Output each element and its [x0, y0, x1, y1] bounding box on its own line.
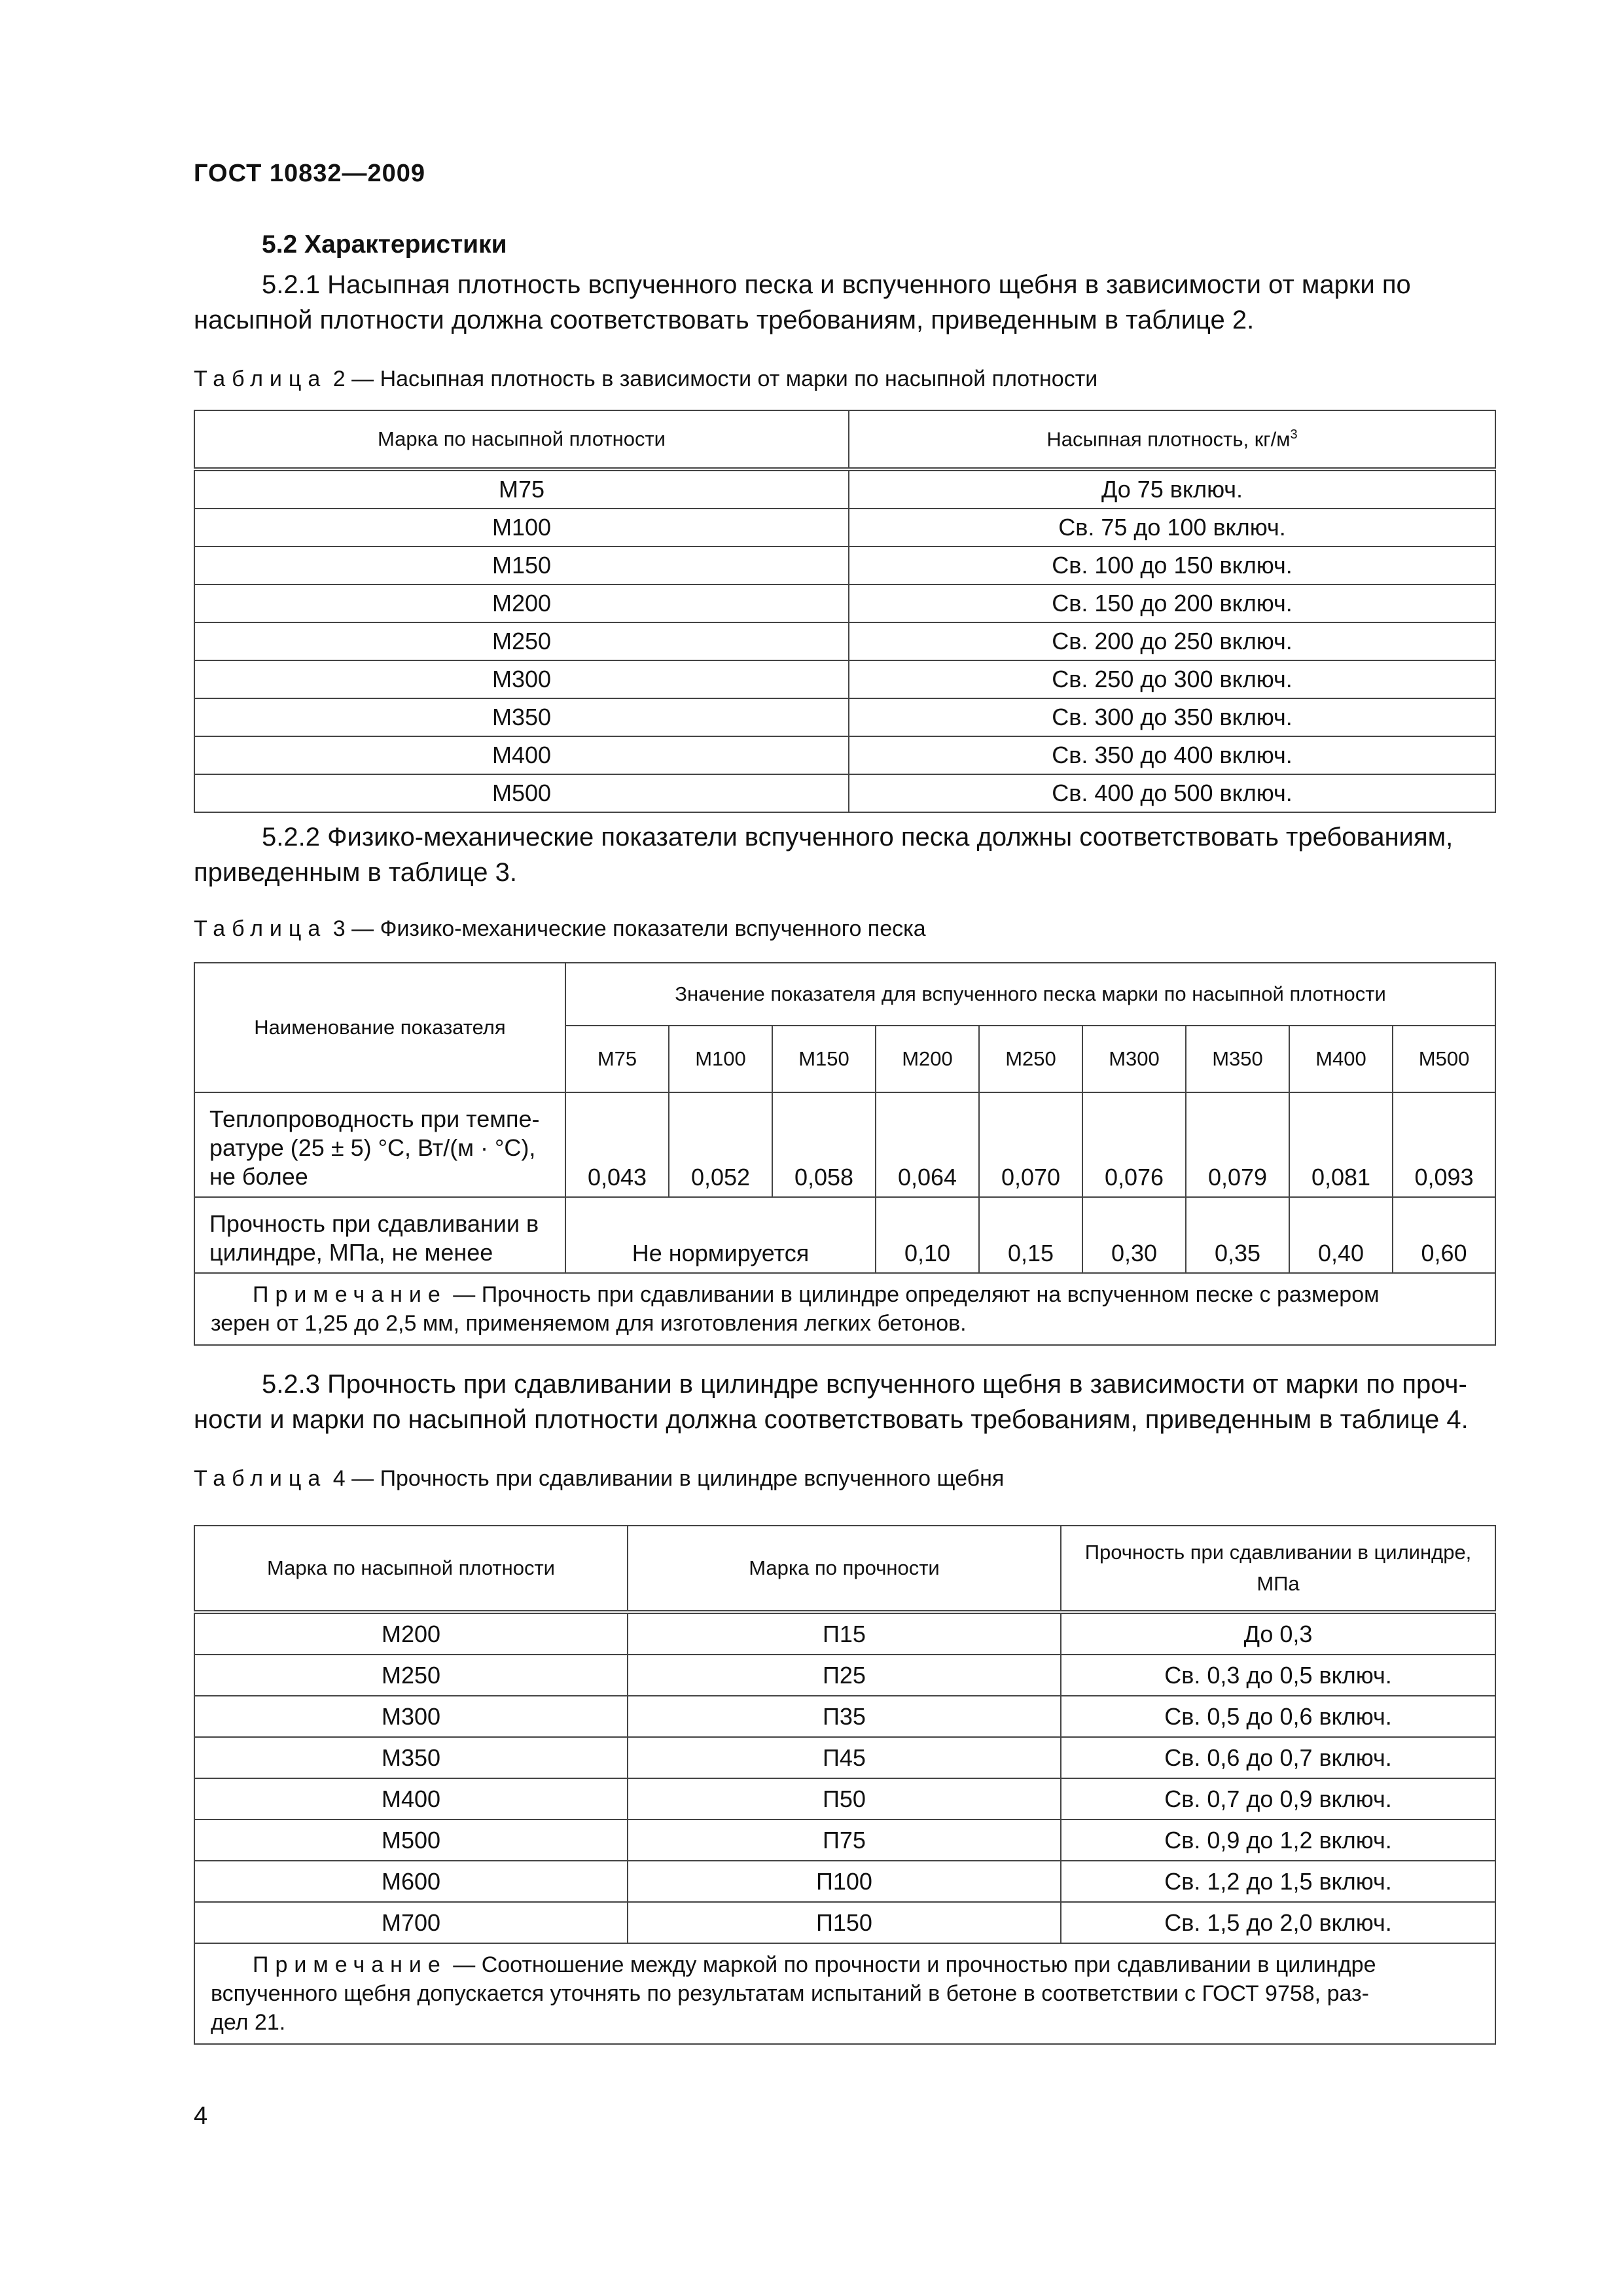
- table-row: [194, 698, 1495, 736]
- table-cell: П75: [628, 1820, 1061, 1861]
- table-cell: М350: [194, 1737, 628, 1778]
- table-row: [194, 547, 1495, 584]
- table-cell: М300: [194, 660, 849, 698]
- table-row: [194, 1737, 1495, 1778]
- table-3-caption: [194, 916, 926, 942]
- grade-header: М250: [979, 1026, 1082, 1092]
- table-cell: Св. 0,6 до 0,7 включ.: [1061, 1737, 1495, 1778]
- table-cell: 0,064: [876, 1092, 979, 1197]
- table-note-row: [194, 1273, 1495, 1345]
- table-row: [194, 1696, 1495, 1737]
- table-row: [194, 584, 1495, 622]
- table-cell: М75: [194, 469, 849, 509]
- table-note: Примечание — Прочность при сдавливании в цилиндре определяют на вспученном песке с размером зерен от 1,25 до 2,5 мм, применяемом для изготовления легких бетонов.: [194, 1273, 1495, 1345]
- table-cell: 0,058: [772, 1092, 876, 1197]
- table-row: [194, 1197, 1495, 1273]
- table-caption-word: Таблица: [194, 1466, 327, 1491]
- table-row: [194, 660, 1495, 698]
- table-cell: П50: [628, 1778, 1061, 1820]
- table-caption-text: 4 — Прочность при сдавливании в цилиндре вспученного щебня: [332, 1466, 1005, 1491]
- column-group-header: Значение показателя для вспученного песка марки по насыпной плотности: [565, 963, 1495, 1026]
- table-note-row: [194, 1943, 1495, 2044]
- table-4-caption: [194, 1466, 1004, 1492]
- paragraph-line: 5.2.2 Физико-механические показатели вспученного песка должны соответствовать требованиям,: [262, 823, 1454, 852]
- table-cell: 0,079: [1186, 1092, 1289, 1197]
- table-cell: П150: [628, 1902, 1061, 1943]
- grade-header: М300: [1082, 1026, 1186, 1092]
- table-cell: Св. 0,3 до 0,5 включ.: [1061, 1655, 1495, 1696]
- table-cell: П45: [628, 1737, 1061, 1778]
- paragraph-line: насыпной плотности должна соответствовать требованиям, приведенным в таблице 2.: [194, 306, 1255, 334]
- table-cell: М500: [194, 1820, 628, 1861]
- table-cell: Св. 300 до 350 включ.: [849, 698, 1495, 736]
- paragraph-line: приведенным в таблице 3.: [194, 858, 518, 887]
- table-cell: П35: [628, 1696, 1061, 1737]
- table-4: [194, 1525, 1496, 2045]
- table-cell: 0,40: [1289, 1197, 1393, 1273]
- table-cell: 0,052: [669, 1092, 772, 1197]
- table-3: [194, 962, 1496, 1346]
- table-row: [194, 1655, 1495, 1696]
- table-cell: М100: [194, 509, 849, 547]
- table-cell: До 0,3: [1061, 1612, 1495, 1655]
- grade-header: М100: [669, 1026, 772, 1092]
- table-cell: М300: [194, 1696, 628, 1737]
- table-cell: Св. 75 до 100 включ.: [849, 509, 1495, 547]
- table-row: [194, 736, 1495, 774]
- table-row: [194, 774, 1495, 812]
- grade-header: М400: [1289, 1026, 1393, 1092]
- document-header: ГОСТ 10832—2009: [194, 160, 426, 187]
- paragraph-line: ности и марки по насыпной плотности должна соответствовать требованиям, приведенным в таблице 4.: [194, 1405, 1469, 1434]
- table-cell: М200: [194, 1612, 628, 1655]
- table-cell: П15: [628, 1612, 1061, 1655]
- table-note: Примечание — Соотношение между маркой по прочности и прочностью при сдавливании в цилиндре вспученного щебня допускается уточнять по результатам испытаний в бетоне в соответствии с ГОСТ 9758, раз- дел 21.: [194, 1943, 1495, 2044]
- table-row: [194, 622, 1495, 660]
- paragraph-5-2-3: [194, 1367, 1495, 1437]
- row-label: Прочность при сдавливании в цилиндре, МПа, не менее: [194, 1197, 565, 1273]
- column-header: Прочность при сдавливании в цилиндре, МПа: [1061, 1526, 1495, 1612]
- table-cell: 0,10: [876, 1197, 979, 1273]
- table-cell: М250: [194, 622, 849, 660]
- grade-header: М500: [1393, 1026, 1495, 1092]
- table-row: [194, 469, 1495, 509]
- table-2: [194, 410, 1496, 813]
- table-cell: 0,043: [565, 1092, 669, 1197]
- table-caption-text: 2 — Насыпная плотность в зависимости от марки по насыпной плотности: [332, 367, 1098, 391]
- column-header: Марка по насыпной плотности: [194, 1526, 628, 1612]
- paragraph-line: 5.2.3 Прочность при сдавливании в цилиндре вспученного щебня в зависимости от марки по проч-: [262, 1370, 1467, 1399]
- section-title: 5.2 Характеристики: [262, 230, 507, 259]
- table-cell: М500: [194, 774, 849, 812]
- table-header-row: [194, 410, 1495, 469]
- table-cell: Св. 400 до 500 включ.: [849, 774, 1495, 812]
- table-cell: М700: [194, 1902, 628, 1943]
- table-caption-word: Таблица: [194, 367, 327, 391]
- grade-header: М75: [565, 1026, 669, 1092]
- table-header-row: [194, 1526, 1495, 1612]
- table-cell: П100: [628, 1861, 1061, 1902]
- table-cell: М350: [194, 698, 849, 736]
- table-header-row: [194, 963, 1495, 1026]
- table-cell: М600: [194, 1861, 628, 1902]
- table-cell: М400: [194, 736, 849, 774]
- table-cell: Св. 0,5 до 0,6 включ.: [1061, 1696, 1495, 1737]
- table-cell: Св. 0,7 до 0,9 включ.: [1061, 1778, 1495, 1820]
- column-header: Марка по насыпной плотности: [194, 410, 849, 469]
- grade-header: М350: [1186, 1026, 1289, 1092]
- table-row: [194, 1902, 1495, 1943]
- table-cell: Не нормируется: [565, 1197, 876, 1273]
- table-cell: Св. 1,5 до 2,0 включ.: [1061, 1902, 1495, 1943]
- row-label: Теплопроводность при темпе- ратуре (25 ± 5) °С, Вт/(м · °С), не более: [194, 1092, 565, 1197]
- table-cell: 0,15: [979, 1197, 1082, 1273]
- table-caption-text: 3 — Физико-механические показатели вспученного песка: [332, 916, 926, 941]
- table-cell: М150: [194, 547, 849, 584]
- grade-header: М200: [876, 1026, 979, 1092]
- table-cell: 0,076: [1082, 1092, 1186, 1197]
- table-cell: Св. 100 до 150 включ.: [849, 547, 1495, 584]
- grade-header: М150: [772, 1026, 876, 1092]
- paragraph-5-2-2: [194, 819, 1495, 890]
- table-row: [194, 509, 1495, 547]
- table-cell: П25: [628, 1655, 1061, 1696]
- page-number: 4: [194, 2102, 208, 2130]
- table-row: [194, 1778, 1495, 1820]
- table-cell: М250: [194, 1655, 628, 1696]
- table-cell: 0,35: [1186, 1197, 1289, 1273]
- table-row: [194, 1092, 1495, 1197]
- paragraph-line: 5.2.1 Насыпная плотность вспученного песка и вспученного щебня в зависимости от марки по: [262, 270, 1411, 299]
- table-cell: 0,070: [979, 1092, 1082, 1197]
- table-2-caption: [194, 367, 1097, 392]
- column-header-name: Наименование показателя: [194, 963, 565, 1092]
- table-cell: Св. 250 до 300 включ.: [849, 660, 1495, 698]
- table-cell: До 75 включ.: [849, 469, 1495, 509]
- table-cell: Св. 1,2 до 1,5 включ.: [1061, 1861, 1495, 1902]
- column-header: Насыпная плотность, $кг/м^3$: [849, 410, 1495, 469]
- table-cell: 0,093: [1393, 1092, 1495, 1197]
- table-cell: Св. 0,9 до 1,2 включ.: [1061, 1820, 1495, 1861]
- table-cell: 0,30: [1082, 1197, 1186, 1273]
- table-cell: Св. 150 до 200 включ.: [849, 584, 1495, 622]
- table-caption-word: Таблица: [194, 916, 327, 941]
- table-row: [194, 1861, 1495, 1902]
- table-row: [194, 1820, 1495, 1861]
- paragraph-5-2-1: [194, 267, 1495, 338]
- table-cell: 0,60: [1393, 1197, 1495, 1273]
- column-header: Марка по прочности: [628, 1526, 1061, 1612]
- table-row: [194, 1612, 1495, 1655]
- table-cell: 0,081: [1289, 1092, 1393, 1197]
- table-cell: М200: [194, 584, 849, 622]
- table-cell: Св. 200 до 250 включ.: [849, 622, 1495, 660]
- table-cell: М400: [194, 1778, 628, 1820]
- table-cell: Св. 350 до 400 включ.: [849, 736, 1495, 774]
